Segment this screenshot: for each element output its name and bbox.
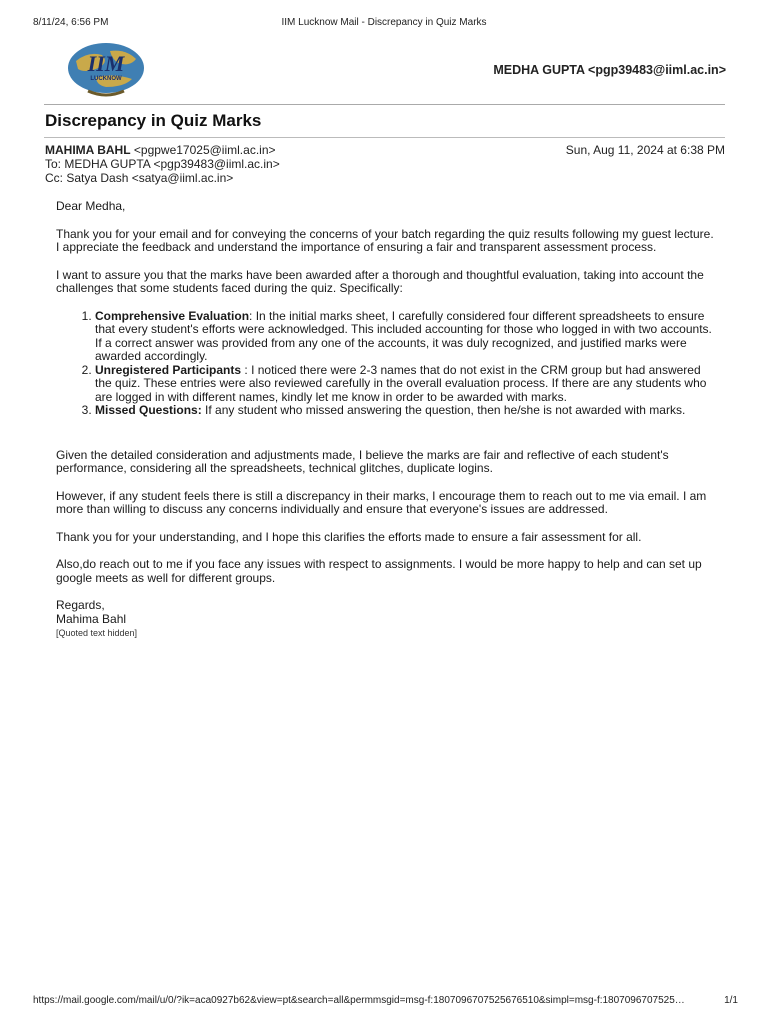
email-meta (45, 143, 725, 185)
paragraph-3: Given the detailed consideration and adjustments made, I believe the marks are fair and reflective of each student's performance, considering all the spreadsheets, technical glitches, duplicate logins. (56, 447, 669, 475)
sender-name: MAHIMA BAHL (45, 143, 131, 157)
paragraph-5: Thank you for your understanding, and I hope this clarifies the efforts made to ensure a fair assessment for all. (56, 529, 642, 544)
signature: Mahima Bahl (56, 611, 127, 626)
email-datetime: Sun, Aug 11, 2024 at 6:38 PM (565, 143, 725, 157)
to-row: To: MEDHA GUPTA <pgp39483@iiml.ac.in> (45, 157, 280, 171)
sender-email: <pgpwe17025@iiml.ac.in> (133, 143, 276, 157)
item-title: Missed Questions: (95, 403, 202, 417)
paragraph-2: I want to assure you that the marks have been awarded after a thorough and thoughtful evaluation, taking into account the challenges that some students faced during the quiz. Specifically: (56, 267, 704, 295)
print-footer (33, 995, 738, 1009)
list-item (95, 404, 716, 418)
iim-lucknow-logo (66, 41, 146, 99)
greeting: Dear Medha, (56, 199, 126, 213)
account-label: MEDHA GUPTA <pgp39483@iiml.ac.in> (493, 63, 726, 77)
item-text: In the initial marks sheet, I carefully considered four different spreadsheets to ensure that every student's efforts were acknowledged. This included accounting for those who logged in with two accounts. If a correct answer was provided from any one of the accounts, it was duly recognized, and justified marks were awarded accordingly. (95, 308, 712, 363)
paragraph-1: Thank you for your email and for conveying the concerns of your batch regarding the quiz results following my guest lecture. I appreciate the feedback and understand the importance of ensuring a fair and transparent assessment process. (56, 226, 714, 254)
list-item (95, 310, 716, 364)
subject-divider (44, 137, 725, 138)
list-item (95, 364, 716, 405)
quoted-text-hidden-link[interactable]: [Quoted text hidden] (56, 628, 138, 638)
item-title: Comprehensive Evaluation (95, 308, 250, 323)
regards: Regards, (56, 598, 105, 612)
cc-row: Cc: Satya Dash <satya@iiml.ac.in> (45, 171, 234, 185)
print-title: IIM Lucknow Mail - Discrepancy in Quiz Marks (281, 17, 487, 28)
item-separator: : (241, 362, 252, 377)
page-number: 1/1 (724, 995, 738, 1006)
paragraph-4: However, if any student feels there is still a discrepancy in their marks, I encourage them to reach out to me via email. I am more than willing to discuss any concerns individually and ensure that everyone's issues are addressed. (56, 488, 707, 516)
logo-text: IIM (87, 51, 125, 76)
points-list (56, 310, 716, 418)
item-text: If any student who missed answering the question, then he/she is not awarded with marks. (205, 403, 686, 417)
header-divider (44, 104, 725, 105)
item-text: I noticed there were 2-3 names that do not exist in the CRM group but had answered the quiz. These entries were also reviewed carefully in the overall evaluation process. If there are any students who are logged in with different names, kindly let me know in order to be awarded with marks. (95, 362, 707, 404)
email-body (56, 200, 716, 641)
print-url: https://mail.google.com/mail/u/0/?ik=aca0927b62&view=pt&search=all&permmsgid=msg-f:1807096707525676510&simpl=msg-f:1807096707525… (33, 995, 685, 1006)
email-subject: Discrepancy in Quiz Marks (45, 111, 262, 130)
item-separator: : (249, 308, 256, 323)
print-header (33, 17, 735, 31)
item-title: Unregistered Participants (95, 362, 242, 377)
print-date: 8/11/24, 6:56 PM (33, 17, 109, 28)
logo-subtext: LUCKNOW (90, 76, 122, 82)
paragraph-6: Also,do reach out to me if you face any issues with respect to assignments. I would be more happy to help and can set up google meets as well for different groups. (56, 557, 702, 585)
